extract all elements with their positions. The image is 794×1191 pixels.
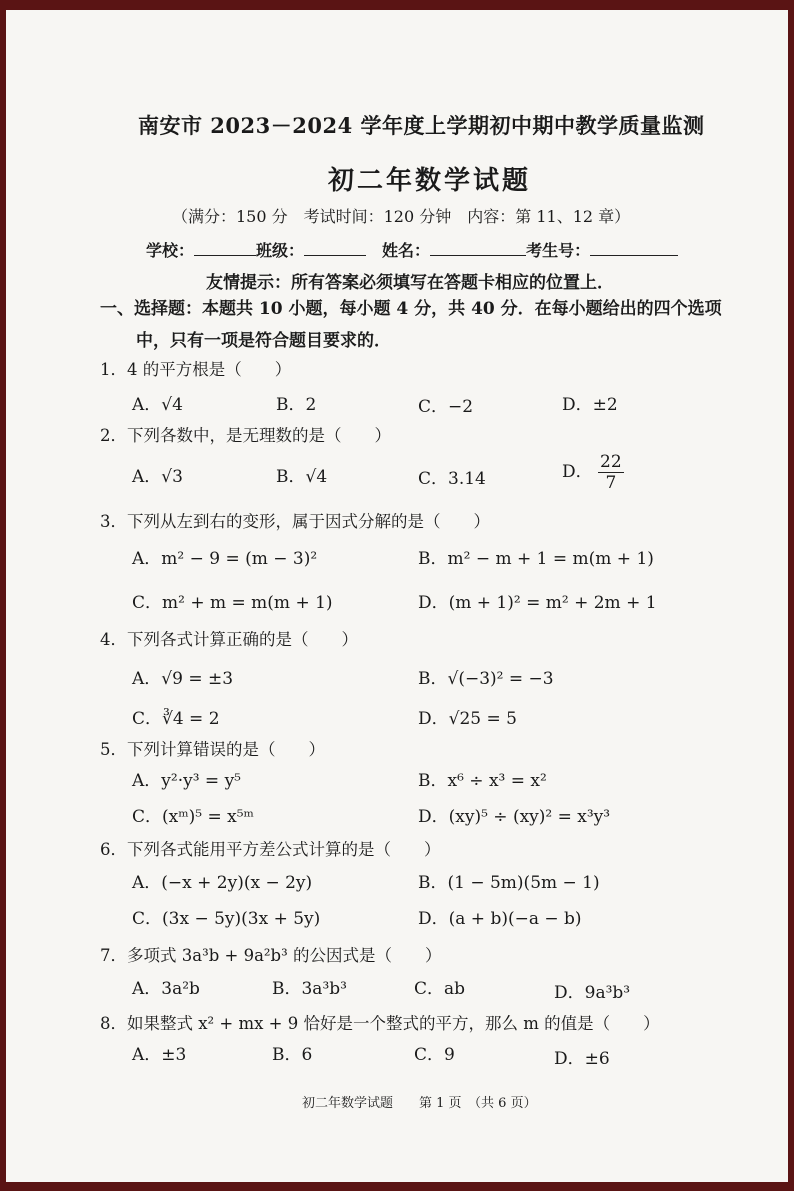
- question-4-option-a[interactable]: A．√9 = ±3: [132, 669, 234, 689]
- question-3-stem: 3．下列从左到右的变形，属于因式分解的是（ ）: [100, 512, 490, 531]
- question-2-option-d-label: D．: [562, 462, 593, 482]
- class-label: 班级：: [256, 241, 305, 260]
- question-8-option-a[interactable]: A．±3: [132, 1045, 187, 1065]
- question-4-option-d[interactable]: D．√25 = 5: [418, 709, 517, 729]
- question-7-stem: 7．多项式 3a³b + 9a²b³ 的公因式是（ ）: [100, 946, 442, 965]
- question-6-option-a[interactable]: A．(−x + 2y)(x − 2y): [132, 873, 313, 893]
- question-2-option-a[interactable]: A．√3: [132, 467, 183, 487]
- page-footer: 初二年数学试题 第 1 页 （共 6 页）: [302, 1096, 537, 1111]
- question-1-option-c[interactable]: C．−2: [418, 397, 474, 417]
- question-2-option-c[interactable]: C．3.14: [418, 469, 486, 489]
- question-6-option-b[interactable]: B．(1 − 5m)(5m − 1): [418, 873, 600, 893]
- name-blank[interactable]: [430, 241, 526, 256]
- question-4-option-b[interactable]: B．√(−3)² = −3: [418, 669, 554, 689]
- question-4-stem: 4．下列各式计算正确的是（ ）: [100, 630, 358, 649]
- question-7-option-a[interactable]: A．3a²b: [132, 979, 200, 999]
- question-3-option-d[interactable]: D．(m + 1)² = m² + 2m + 1: [418, 593, 657, 613]
- question-6-option-c[interactable]: C．(3x − 5y)(3x + 5y): [132, 909, 321, 929]
- exam-no-blank[interactable]: [590, 241, 678, 256]
- question-5-option-b[interactable]: B．x⁶ ÷ x³ = x²: [418, 771, 547, 791]
- question-5-option-a[interactable]: A．y²·y³ = y⁵: [132, 771, 241, 791]
- section-heading-line1: 一、选择题：本题共 10 小题，每小题 4 分，共 40 分．在每小题给出的四个选项: [100, 299, 722, 319]
- section-heading-line2: 中，只有一项是符合题目要求的．: [136, 331, 391, 351]
- question-1-stem: 1．4 的平方根是（ ）: [100, 360, 292, 379]
- friendly-tip: 友情提示：所有答案必须填写在答题卡相应的位置上．: [206, 273, 614, 293]
- school-label: 学校：: [146, 241, 195, 260]
- question-6-option-d[interactable]: D．(a + b)(−a − b): [418, 909, 582, 929]
- question-8-option-d[interactable]: D．±6: [554, 1049, 610, 1069]
- question-8-option-b[interactable]: B．6: [272, 1045, 313, 1065]
- exam-subtitle: 初二年数学试题: [328, 166, 532, 196]
- question-5-option-d[interactable]: D．(xy)⁵ ÷ (xy)² = x³y³: [418, 807, 611, 827]
- question-1-option-b[interactable]: B．2: [276, 395, 317, 415]
- question-3-option-a[interactable]: A．m² − 9 = (m − 3)²: [132, 549, 318, 569]
- student-fields: [146, 238, 678, 261]
- name-label: 姓名：: [382, 241, 431, 260]
- question-8-stem: 8．如果整式 x² + mx + 9 恰好是一个整式的平方，那么 m 的值是（ ）: [100, 1014, 660, 1033]
- question-4-option-c[interactable]: C．∛4 = 2: [132, 709, 220, 729]
- question-5-stem: 5．下列计算错误的是（ ）: [100, 740, 325, 759]
- question-1-option-d[interactable]: D．±2: [562, 395, 618, 415]
- question-6-stem: 6．下列各式能用平方差公式计算的是（ ）: [100, 840, 441, 859]
- question-8-option-c[interactable]: C．9: [414, 1045, 455, 1065]
- question-2-option-d[interactable]: [562, 452, 624, 493]
- question-3-option-b[interactable]: B．m² − m + 1 = m(m + 1): [418, 549, 654, 569]
- fraction-numerator: 22: [600, 452, 622, 472]
- question-1-option-a[interactable]: A．√4: [132, 395, 183, 415]
- class-blank[interactable]: [304, 241, 366, 256]
- question-5-option-c[interactable]: C．(xᵐ)⁵ = x⁵ᵐ: [132, 807, 254, 827]
- question-7-option-d[interactable]: D．9a³b³: [554, 983, 631, 1003]
- question-3-option-c[interactable]: C．m² + m = m(m + 1): [132, 593, 333, 613]
- question-7-option-c[interactable]: C．ab: [414, 979, 466, 999]
- question-2-option-b[interactable]: B．√4: [276, 467, 328, 487]
- exam-title: 南安市 2023－2024 学年度上学期初中期中教学质量监测: [138, 113, 705, 138]
- exam-info: （满分：150 分 考试时间：120 分钟 内容：第 11、12 章）: [172, 207, 631, 226]
- fraction-denominator: 7: [605, 473, 617, 493]
- question-2-stem: 2．下列各数中，是无理数的是（ ）: [100, 426, 391, 445]
- fraction-22-over-7: [598, 452, 624, 493]
- question-7-option-b[interactable]: B．3a³b³: [272, 979, 347, 999]
- school-blank[interactable]: [194, 241, 256, 256]
- exam-no-label: 考生号：: [526, 241, 591, 260]
